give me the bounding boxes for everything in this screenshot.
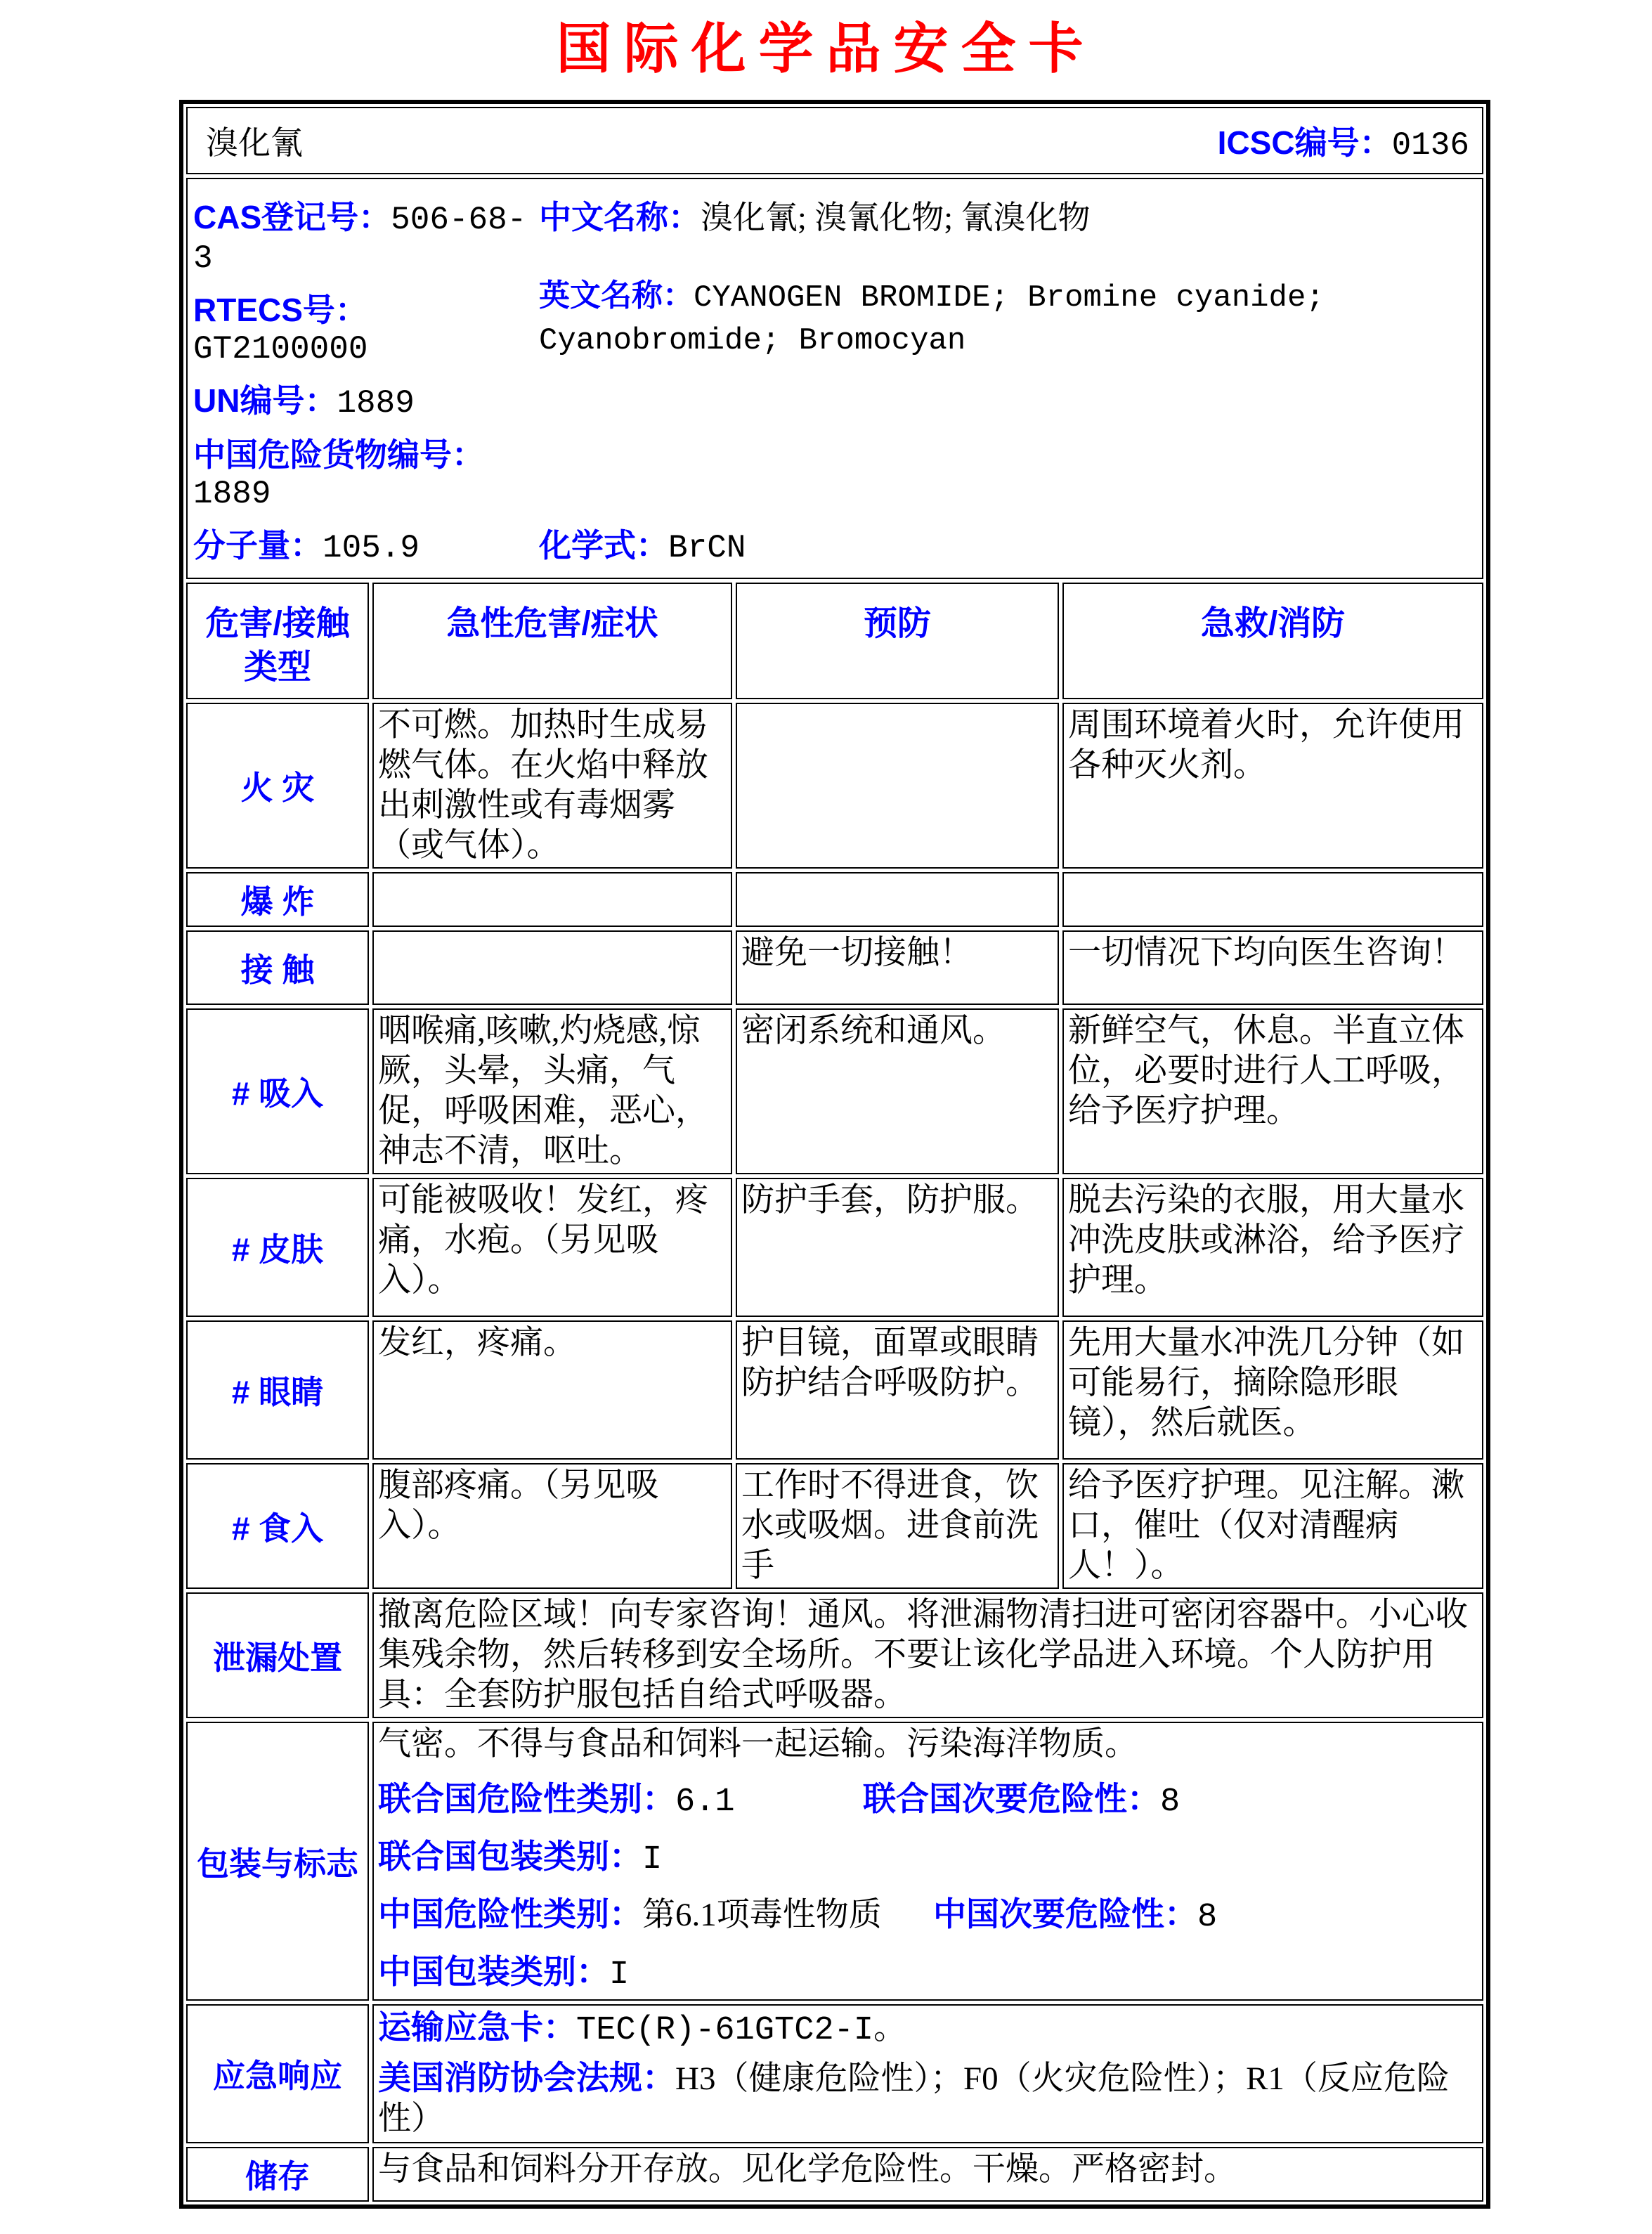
rtecs-number-row [193, 292, 539, 368]
ingestion-prevention-cell: 工作时不得进食，饮水或吸烟。进食前洗手 [736, 1463, 1059, 1589]
ingestion-first-aid-cell: 给予医疗护理。见注解。漱口，催吐（仅对清醒病人！）。 [1062, 1463, 1483, 1589]
row-label-explosion: 爆 炸 [186, 872, 369, 927]
cn-hazard-class-pair [378, 1894, 933, 1935]
cn-dg-value: 1889 [193, 476, 271, 512]
cas-value: 506-68-3 [193, 202, 527, 277]
un-hazard-class-pair [378, 1779, 863, 1822]
identifiers-right-column [539, 199, 1476, 573]
contact-symptoms-cell [372, 930, 732, 1005]
un-class-label: 联合国危险性类别： [378, 1780, 675, 1817]
english-name-label: 英文名称： [539, 278, 694, 313]
un-pack-label: 联合国包装类别： [378, 1838, 642, 1875]
storage-cell: 与食品和饲料分开存放。见化学危险性。干燥。严格密封。 [372, 2147, 1483, 2202]
row-label-spill-disposal: 泄漏处置 [186, 1592, 369, 1718]
icsc-number: 0136 [1391, 127, 1469, 164]
mw-label: 分子量： [193, 527, 323, 564]
cn-sub-value: 8 [1197, 1899, 1218, 1936]
skin-first-aid-cell: 脱去污染的衣服，用大量水冲洗皮肤或淋浴，给予医疗护理。 [1062, 1178, 1483, 1317]
row-label-ingestion: # 食入 [186, 1463, 369, 1589]
cn-dangerous-goods-row [193, 436, 539, 512]
column-header-first-aid [1062, 583, 1483, 699]
hazard-table [186, 583, 1483, 2202]
rtecs-value: GT2100000 [193, 331, 368, 368]
explosion-prevention-cell [736, 872, 1059, 927]
symptoms-header-text: 急性危害/症状 [446, 605, 658, 642]
nfpa-label: 美国消防协会法规： [378, 2059, 675, 2096]
cn-pack-label: 中国包装类别： [378, 1953, 609, 1990]
eyes-symptoms-cell: 发红，疼痛。 [372, 1320, 732, 1460]
packaging-transport-note: 气密。不得与食品和饲料一起运输。污染海洋物质。 [378, 1726, 1138, 1762]
un-value: 1889 [337, 385, 415, 422]
rtecs-label: RTECS号： [193, 292, 368, 328]
page-title: 国际化学品安全卡 [556, 18, 1096, 79]
row-label-contact: 接 触 [186, 930, 369, 1005]
safety-card [179, 100, 1490, 2209]
skin-prevention-cell: 防护手套，防护服。 [736, 1178, 1059, 1317]
row-label-inhalation: # 吸入 [186, 1008, 369, 1174]
formula-label: 化学式： [539, 527, 668, 564]
fire-symptoms-cell: 不可燃。加热时生成易燃气体。在火焰中释放出刺激性或有毒烟雾（或气体）。 [372, 703, 732, 869]
packaging-cell [372, 1722, 1483, 2001]
mw-value: 105.9 [323, 530, 420, 566]
cas-label: CAS登记号： [193, 199, 391, 235]
cn-pack-value: I [609, 1956, 630, 1994]
substance-header-row [186, 107, 1483, 174]
transport-emergency-card-row [378, 2007, 1478, 2051]
cn-sub-label: 中国次要危险性： [933, 1895, 1197, 1933]
eyes-first-aid-cell: 先用大量水冲洗几分钟（如可能易行，摘除隐形眼镜），然后就医。 [1062, 1320, 1483, 1460]
row-label-eyes: # 眼睛 [186, 1320, 369, 1460]
row-label-emergency-response: 应急响应 [186, 2004, 369, 2143]
un-label: UN编号： [193, 382, 337, 419]
cn-packing-group-row [378, 1951, 1478, 1995]
explosion-first-aid-cell [1062, 872, 1483, 927]
identifiers-left-column [193, 199, 539, 573]
cn-class-label: 中国危险性类别： [378, 1895, 642, 1933]
row-label-skin: # 皮肤 [186, 1178, 369, 1317]
cn-dg-label: 中国危险货物编号： [193, 436, 484, 473]
cn-subsidiary-pair [933, 1895, 1218, 1936]
inhalation-prevention-cell: 密闭系统和通风。 [736, 1008, 1059, 1174]
chinese-name-row [539, 199, 1476, 236]
inhalation-first-aid-cell: 新鲜空气，休息。半直立体位，必要时进行人工呼吸，给予医疗护理。 [1062, 1008, 1483, 1174]
identifiers-section [186, 178, 1483, 579]
english-name-value: CYANOGEN BROMIDE; Bromine cyanide; Cyanobromide; Bromocyan [539, 280, 1325, 358]
icsc-number-field [1218, 117, 1469, 164]
un-subsidiary-pair [863, 1780, 1181, 1821]
contact-first-aid-cell: 一切情况下均向医生咨询！ [1062, 930, 1483, 1005]
row-label-packaging: 包装与标志 [186, 1722, 369, 2001]
trem-card-value: TEC(R)-61GTC2-I。 [576, 2012, 907, 2049]
formula-row [539, 527, 1476, 566]
hazard-type-header-line2: 类型 [243, 649, 311, 686]
first-aid-header-text: 急救/消防 [1200, 605, 1346, 642]
spill-disposal-cell: 撤离危险区域！向专家咨询！通风。将泄漏物清扫进可密闭容器中。小心收集残余物，然后转移到安全场所。不要让该化学品进入环境。个人防护用具：全套防护服包括自给式呼吸器。 [372, 1592, 1483, 1718]
english-name-row [539, 275, 1476, 361]
un-hazard-class-row [378, 1779, 1478, 1822]
column-header-symptoms [372, 583, 732, 699]
nfpa-code-row [378, 2058, 1478, 2139]
cn-class-value: 第6.1项毒性物质 [642, 1897, 882, 1933]
explosion-symptoms-cell [372, 872, 732, 927]
un-packing-group-row [378, 1836, 1478, 1880]
chinese-name-label: 中文名称： [539, 199, 701, 235]
cas-number-row [193, 199, 539, 277]
inhalation-symptoms-cell: 咽喉痛,咳嗽,灼烧感,惊厥，头晕，头痛，气促，呼吸困难，恶心，神志不清，呕吐。 [372, 1008, 732, 1174]
prevention-header-text: 预防 [863, 605, 931, 642]
row-label-fire: 火 灾 [186, 703, 369, 869]
icsc-label: ICSC编号： [1217, 124, 1392, 161]
row-label-storage: 储存 [186, 2147, 369, 2202]
contact-prevention-cell: 避免一切接触！ [736, 930, 1059, 1005]
eyes-prevention-cell: 护目镜，面罩或眼睛防护结合呼吸防护。 [736, 1320, 1059, 1460]
formula-value: BrCN [668, 530, 746, 566]
nfpa-value: H3（健康危险性）；F0（火灾危险性）；R1（反应危险性） [378, 2060, 1450, 2137]
hazard-type-header-line1: 危害/接触 [205, 605, 350, 642]
trem-card-label: 运输应急卡： [378, 2008, 576, 2046]
un-number-row [193, 382, 539, 422]
un-pack-value: I [642, 1841, 663, 1878]
skin-symptoms-cell: 可能被吸收！发红，疼痛，水疱。（另见吸入）。 [372, 1178, 732, 1317]
substance-name: 溴化氰 [206, 125, 303, 161]
column-header-prevention [736, 583, 1059, 699]
emergency-response-cell [372, 2004, 1483, 2143]
molecular-weight-row [193, 527, 539, 566]
chinese-name-value: 溴化氰; 溴氰化物; 氰溴化物 [701, 200, 1091, 235]
un-class-value: 6.1 [675, 1784, 735, 1821]
ingestion-symptoms-cell: 腹部疼痛。（另见吸入）。 [372, 1463, 732, 1589]
fire-prevention-cell [736, 703, 1059, 869]
un-sub-label: 联合国次要危险性： [863, 1780, 1160, 1817]
cn-hazard-class-row [378, 1894, 1478, 1937]
fire-first-aid-cell: 周围环境着火时，允许使用各种灭火剂。 [1062, 703, 1483, 869]
column-header-hazard-type [186, 583, 369, 699]
un-sub-value: 8 [1160, 1784, 1181, 1821]
